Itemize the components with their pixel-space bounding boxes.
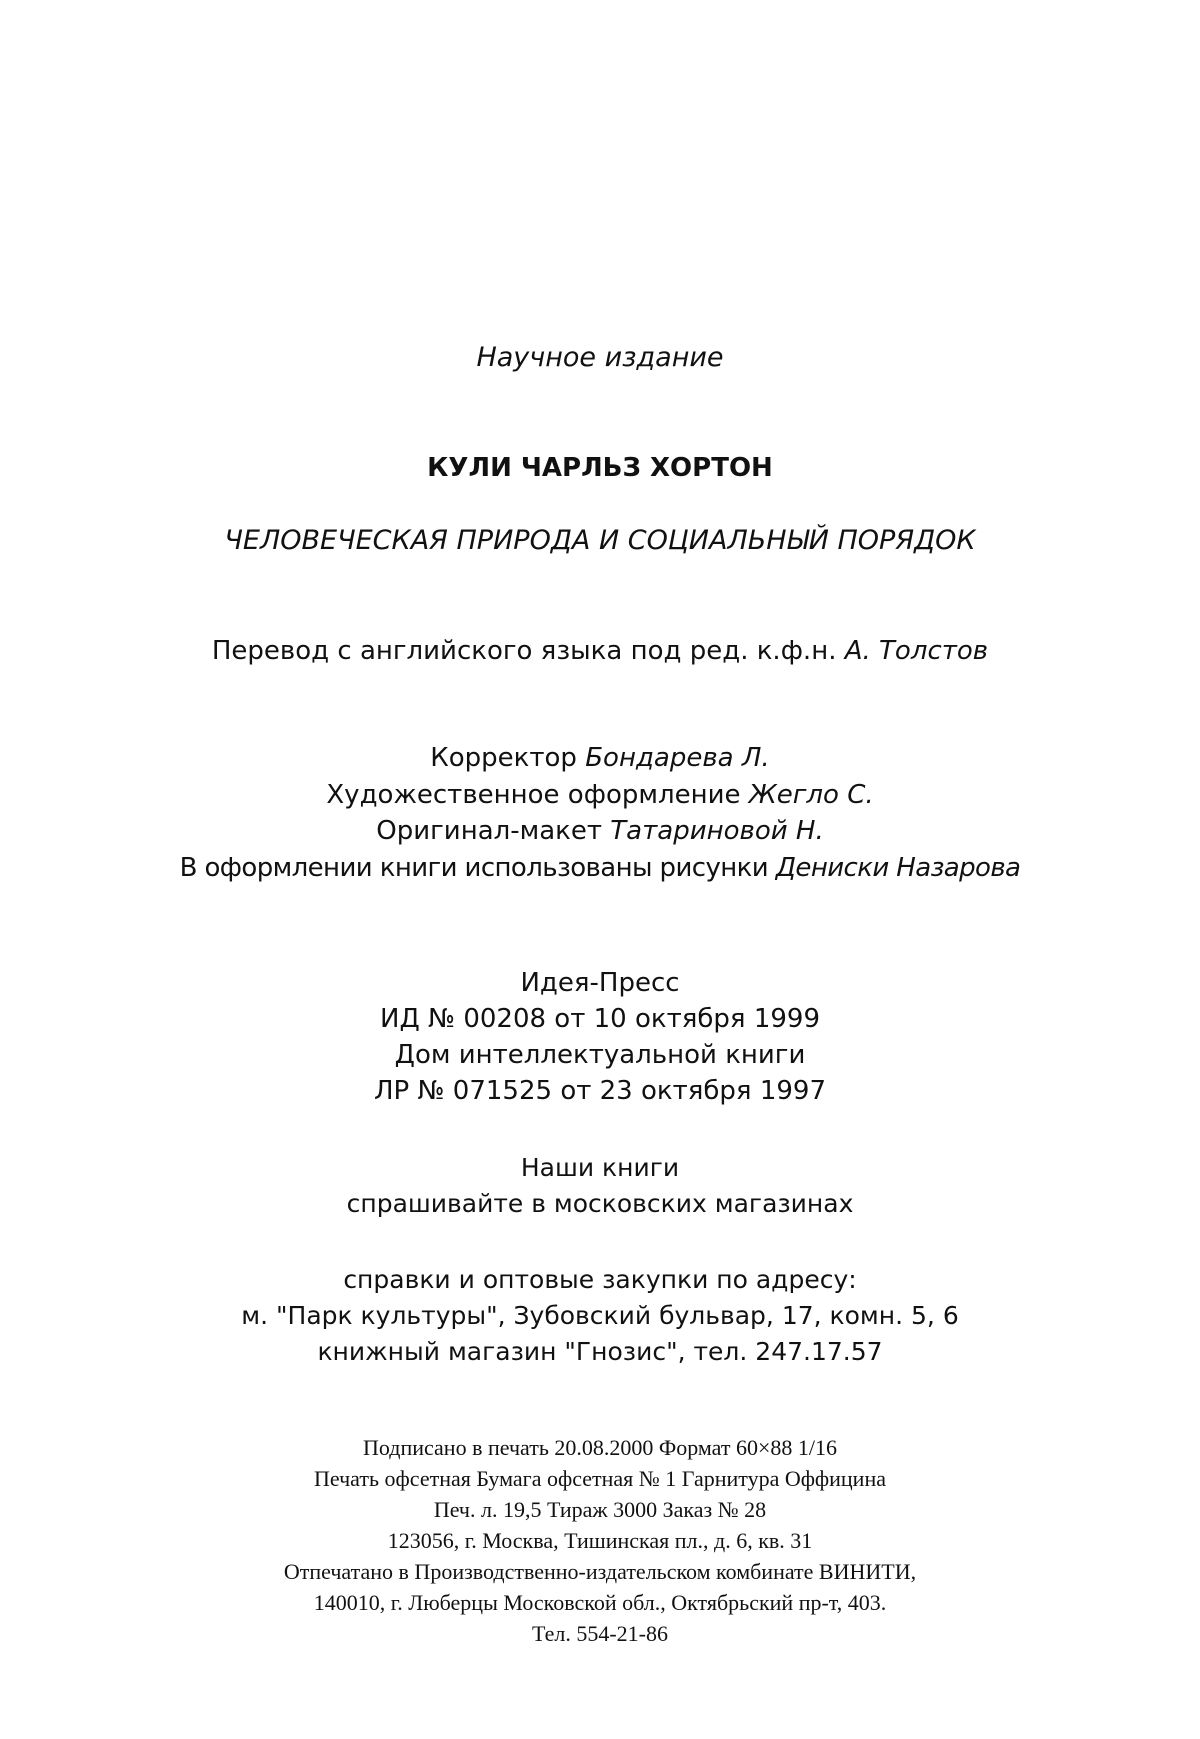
publisher-line: Идея-Пресс (520, 968, 680, 998)
book-title: ЧЕЛОВЕЧЕСКАЯ ПРИРОДА И СОЦИАЛЬНЫЙ ПОРЯДОК (224, 525, 976, 556)
publisher-line: ЛР № 071525 от 23 октября 1997 (374, 1076, 826, 1106)
imprint-line: Тел. 554-21-86 (532, 1621, 668, 1646)
credit-name: Жегло С. (748, 780, 874, 810)
credit-role: Оригинал-макет (376, 816, 603, 846)
publisher-line: ИД № 00208 от 10 октября 1999 (380, 1004, 820, 1034)
wholesale-line: справки и оптовые закупки по адресу: (343, 1265, 857, 1294)
credit-line (0, 855, 1200, 881)
credit-name: Татариновой Н. (610, 816, 824, 846)
credit-role: Художественное оформление (326, 780, 741, 810)
imprint-line: Отпечатано в Производственно-издательском комбинате ВИНИТИ, (283, 1559, 917, 1584)
imprint-line: Печ. л. 19,5 Тираж 3000 Заказ № 28 (433, 1497, 767, 1522)
author-name: КУЛИ ЧАРЛЬЗ ХОРТОН (427, 453, 773, 483)
stores-line: Наши книги (520, 1153, 680, 1182)
credit-role: В оформлении книги использованы рисунки (179, 853, 769, 883)
wholesale-line: книжный магазин "Гнозис", тел. 247.17.57 (317, 1337, 883, 1366)
imprint-line: 140010, г. Люберцы Московской обл., Октябрьский пр-т, 403. (313, 1590, 887, 1615)
wholesale-line: м. "Парк культуры", Зубовский бульвар, 17, комн. 5, 6 (241, 1301, 959, 1330)
translation-line (0, 638, 1200, 664)
imprint-line: 123056, г. Москва, Тишинская пл., д. 6, кв. 31 (387, 1528, 813, 1553)
publisher-line: Дом интеллектуальной книги (394, 1040, 806, 1070)
credit-role: Корректор (430, 743, 577, 773)
imprint-line: Печать офсетная Бумага офсетная № 1 Гарнитура Оффицина (314, 1466, 886, 1491)
credit-line (0, 818, 1200, 844)
credit-line (0, 745, 1200, 771)
imprint-line: Подписано в печать 20.08.2000 Формат 60×88 1/16 (363, 1435, 837, 1460)
stores-line: спрашивайте в московских магазинах (346, 1189, 854, 1218)
translation-prefix: Перевод с английского языка под ред. к.ф.н. (211, 636, 837, 666)
edition-type: Научное издание (476, 342, 724, 373)
credit-name: Бондарева Л. (585, 743, 770, 773)
translation-editor: А. Толстов (844, 636, 989, 666)
credit-line (0, 782, 1200, 808)
credit-name: Дениски Назарова (775, 853, 1021, 883)
